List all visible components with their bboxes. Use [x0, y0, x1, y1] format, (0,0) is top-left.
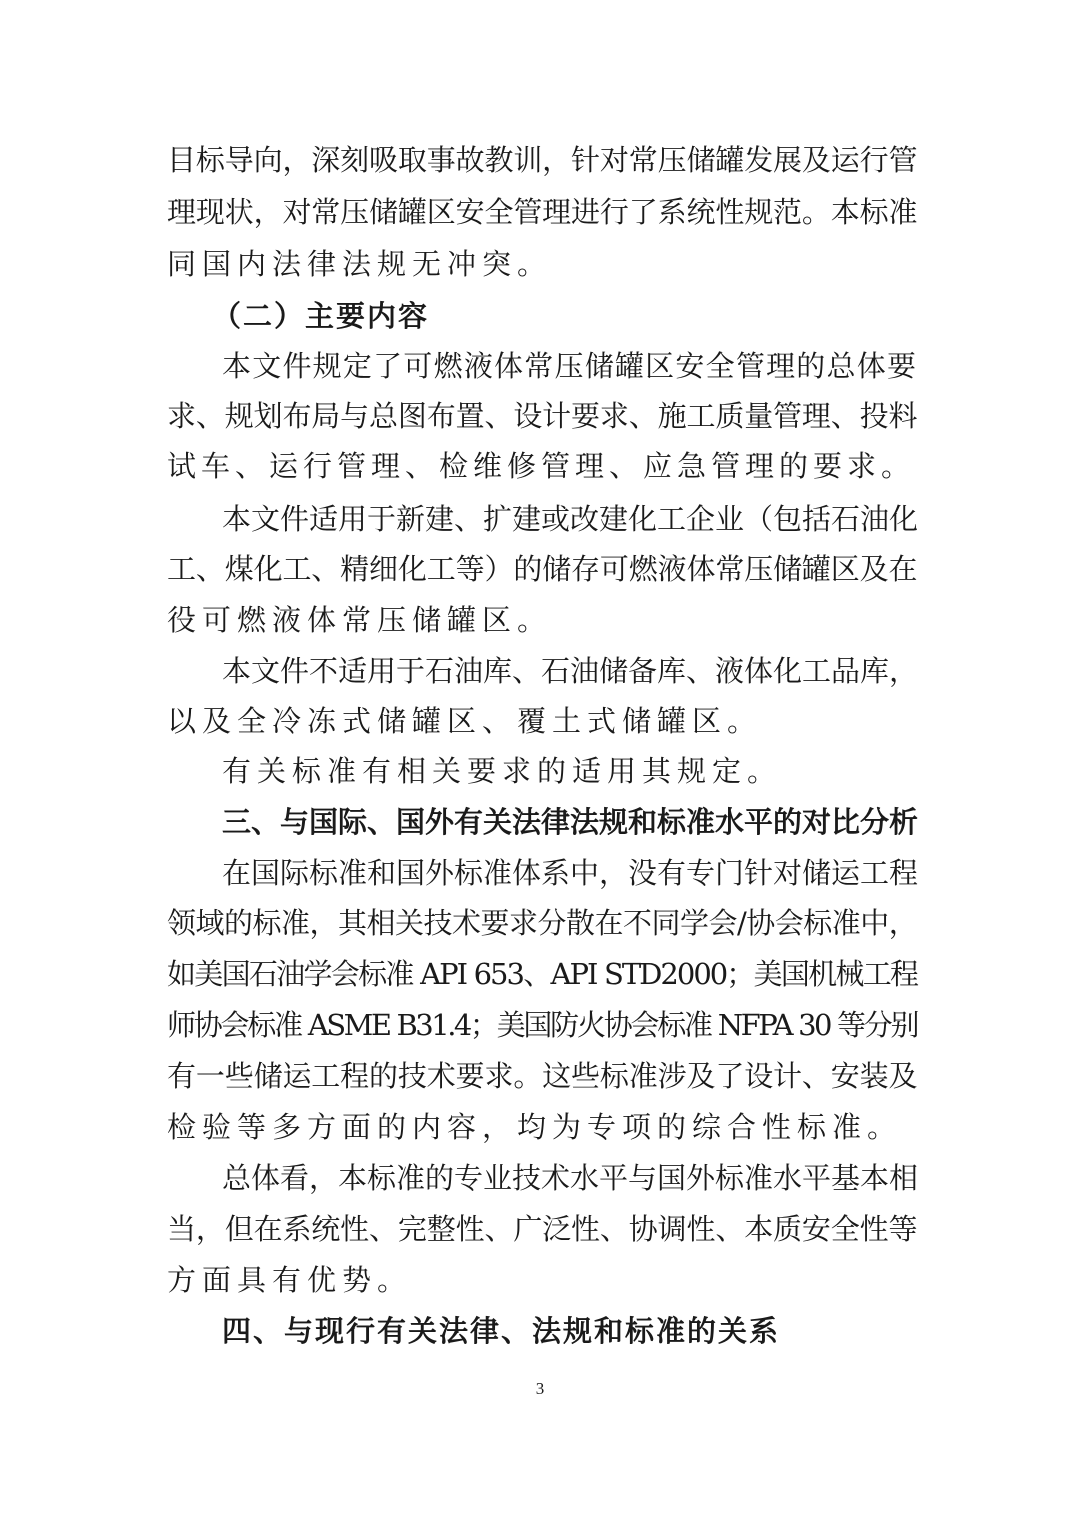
text-line: 如美国石油学会标准 API 653、API STD2000；美国机械工程: [167, 957, 917, 991]
text-line: 在国际标准和国外标准体系中，没有专门针对储运工程: [222, 856, 919, 890]
section-heading-international-comparison: 三、与国际、国外有关法律法规和标准水平的对比分析: [222, 805, 919, 839]
text-line: 方面具有优势。: [167, 1263, 413, 1297]
text-line: 本文件适用于新建、扩建或改建化工企业（包括石油化: [222, 502, 919, 536]
text-line: 检验等多方面的内容，均为专项的综合性标准。: [167, 1110, 903, 1144]
text-line: 有关标准有相关要求的适用其规定。: [222, 754, 783, 788]
text-line: 同国内法律法规无冲突。: [167, 247, 553, 281]
text-line: 求、规划布局与总图布置、设计要求、施工质量管理、投料: [167, 399, 917, 433]
text-line: 领域的标准，其相关技术要求分散在不同学会/协会标准中，: [167, 906, 918, 940]
section-heading-relationship: 四、与现行有关法律、法规和标准的关系: [222, 1314, 781, 1348]
text-line: 本文件规定了可燃液体常压储罐区安全管理的总体要: [222, 349, 917, 383]
text-line: 目标导向，深刻吸取事故教训，针对常压储罐发展及运行管: [167, 143, 917, 177]
text-line: 理现状，对常压储罐区安全管理进行了系统性规范。本标准: [167, 195, 917, 229]
text-line: 总体看，本标准的专业技术水平与国外标准水平基本相: [222, 1161, 919, 1195]
text-line: 工、煤化工、精细化工等）的储存可燃液体常压储罐区及在: [167, 552, 917, 586]
page-number: 3: [535, 1379, 545, 1398]
text-line: 役可燃液体常压储罐区。: [167, 603, 553, 637]
text-line: 有一些储运工程的技术要求。这些标准涉及了设计、安装及: [167, 1059, 917, 1093]
text-line: 师协会标准 ASME B31.4；美国防火协会标准 NFPA 30 等分别: [167, 1008, 917, 1042]
text-line: 试车、运行管理、检维修管理、应急管理的要求。: [167, 449, 916, 483]
text-line: 当，但在系统性、完整性、广泛性、协调性、本质安全性等: [167, 1212, 917, 1246]
text-line: 本文件不适用于石油库、石油储备库、液体化工品库，: [222, 654, 919, 688]
section-heading-main-content: （二）主要内容: [212, 299, 430, 333]
text-line: 以及全冷冻式储罐区、覆土式储罐区。: [167, 704, 763, 738]
